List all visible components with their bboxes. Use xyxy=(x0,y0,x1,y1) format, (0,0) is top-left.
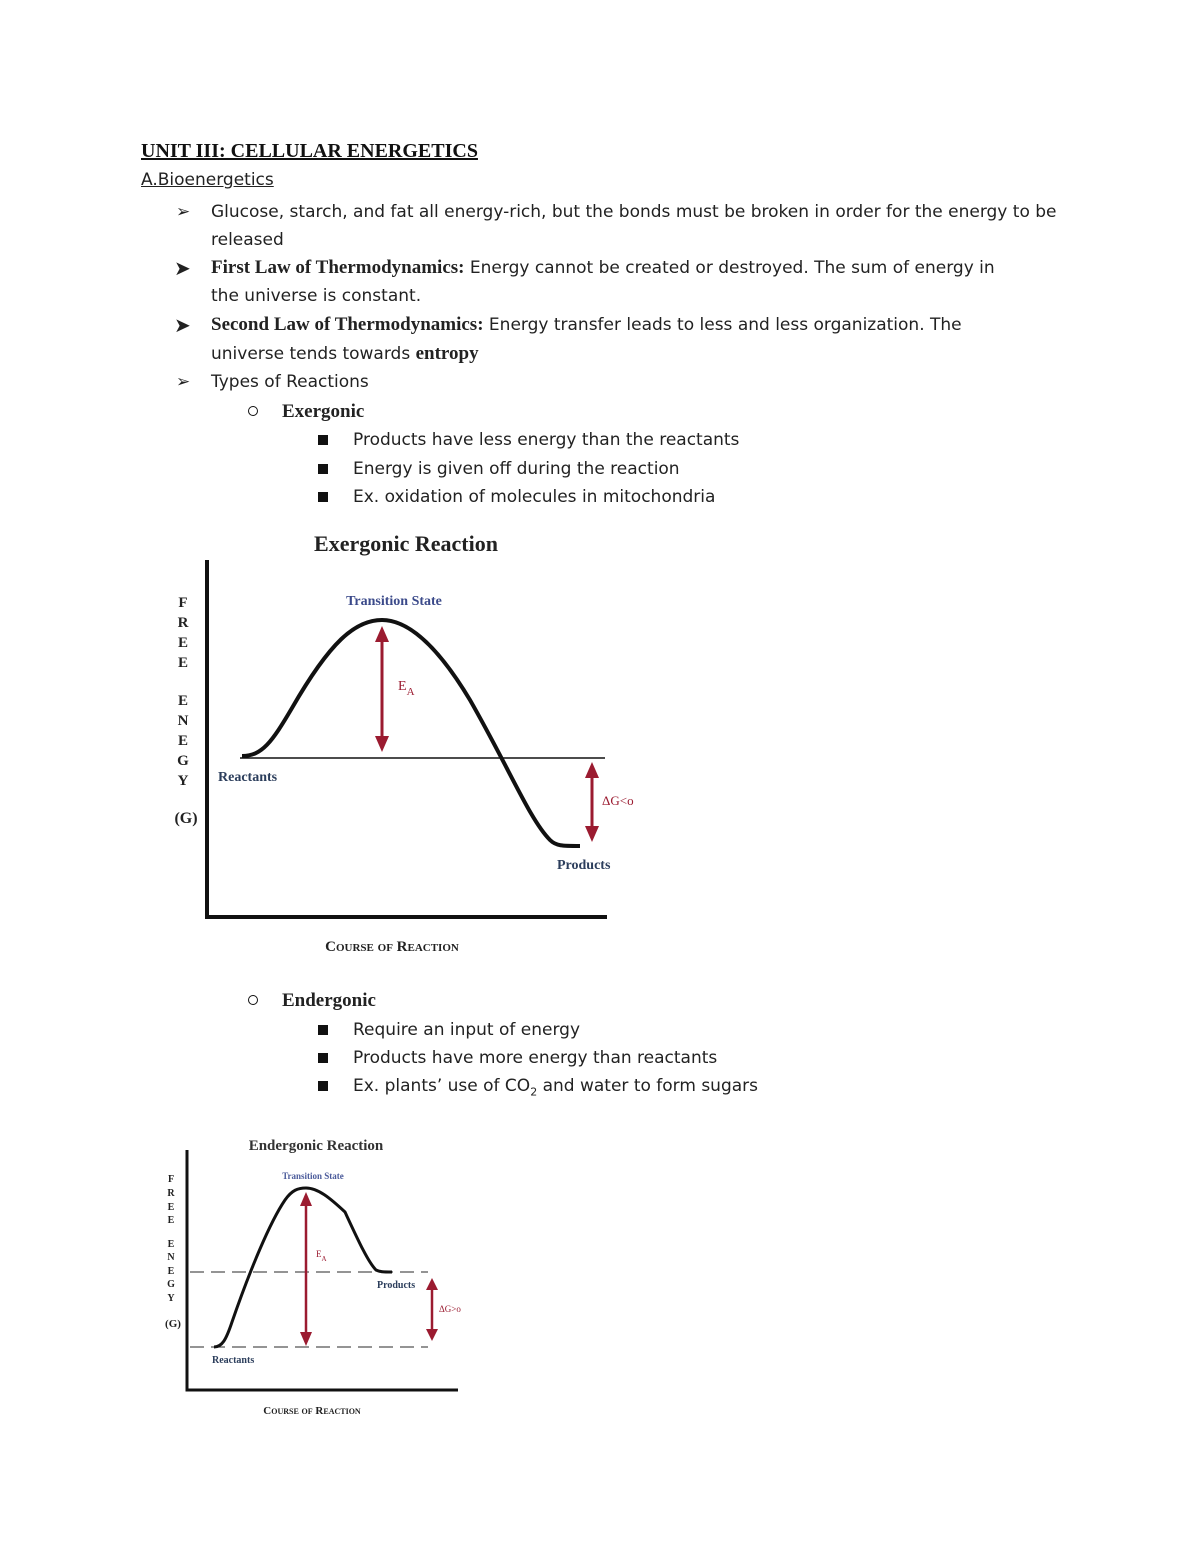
y-letter: E xyxy=(177,693,189,709)
y-letter: G xyxy=(177,753,189,769)
bullet-glucose-line1: Glucose, starch, and fat all energy-rich, but the bonds must be broken in order for the energy to be xyxy=(211,202,1057,222)
bullet-first-law-line2: the universe is constant. xyxy=(211,286,422,306)
bullet-types-of-reactions: Types of Reactions xyxy=(211,372,369,392)
y-letter: Y xyxy=(177,773,189,789)
y-letter: E xyxy=(167,1215,175,1226)
y-letter: R xyxy=(177,615,189,631)
endergonic-reactants-label: Reactants xyxy=(212,1355,255,1366)
endergonic-item-3-text: Ex. plants’ use of CO xyxy=(353,1076,531,1096)
page-title: UNIT III: CELLULAR ENERGETICS xyxy=(141,140,478,162)
exergonic-ea-label: $E_A$ xyxy=(398,679,415,698)
exergonic-delta-label: ΔG<o xyxy=(602,793,634,808)
endergonic-y-label xyxy=(165,1174,181,1330)
endergonic-transition-state-label: Transition State xyxy=(282,1171,344,1181)
exergonic-transition-state-label: Transition State xyxy=(346,594,442,609)
endergonic-item-3-text-2: and water to form sugars xyxy=(537,1076,759,1096)
first-law-label: First Law of Thermodynamics: xyxy=(211,257,465,278)
arrow-bullet-icon: ➢ xyxy=(176,202,191,222)
y-letter: G xyxy=(167,1279,175,1290)
co2-subscript: 2 xyxy=(530,1085,538,1099)
endergonic-delta-arrowhead-up xyxy=(426,1278,438,1290)
exergonic-item-2: Energy is given off during the reaction xyxy=(353,459,680,479)
arrow-bullet-icon: ➢ xyxy=(176,372,191,392)
endergonic-activation-arrowhead-down xyxy=(300,1332,312,1346)
second-law-label: Second Law of Thermodynamics: xyxy=(211,314,484,335)
exergonic-x-label: Course of Reaction xyxy=(325,939,459,955)
arrow-bullet-icon: ➤ xyxy=(174,256,191,280)
arrow-bullet-icon: ➤ xyxy=(174,313,191,337)
y-letter: F xyxy=(167,1174,175,1185)
exergonic-heading: Exergonic xyxy=(282,401,365,422)
exergonic-reactants-label: Reactants xyxy=(218,770,278,785)
exergonic-item-1: Products have less energy than the reactants xyxy=(353,430,740,450)
y-letter: E xyxy=(177,635,189,651)
y-letter: E xyxy=(177,733,189,749)
y-letter: Y xyxy=(167,1293,175,1304)
endergonic-heading: Endergonic xyxy=(282,990,376,1011)
endergonic-chart-title: Endergonic Reaction xyxy=(248,1138,384,1154)
endergonic-x-label: Course of Reaction xyxy=(263,1405,361,1417)
section-heading: A.Bioenergetics xyxy=(141,170,274,190)
endergonic-axes xyxy=(187,1150,458,1390)
y-letter: E xyxy=(167,1202,175,1213)
endergonic-curve xyxy=(214,1188,392,1347)
exergonic-chart-title: Exergonic Reaction xyxy=(314,531,498,556)
entropy-term: entropy xyxy=(415,343,479,364)
exergonic-item-3: Ex. oxidation of molecules in mitochondria xyxy=(353,487,716,507)
y-letter: N xyxy=(177,713,189,729)
endergonic-item-2: Products have more energy than reactants xyxy=(353,1048,718,1068)
endergonic-ea-label: $E_A$ xyxy=(316,1249,327,1263)
endergonic-item-1: Require an input of energy xyxy=(353,1020,581,1040)
y-letter: R xyxy=(167,1188,175,1199)
first-law-text: Energy cannot be created or destroyed. The sum of energy in xyxy=(464,258,995,278)
second-law-text-2: universe tends towards xyxy=(211,344,416,364)
y-letter: E xyxy=(177,655,189,671)
y-letter: E xyxy=(167,1266,175,1277)
y-unit: (G) xyxy=(165,1318,181,1330)
y-letter: F xyxy=(178,595,188,611)
y-letter: N xyxy=(167,1252,175,1263)
y-unit: (G) xyxy=(174,810,198,827)
exergonic-products-label: Products xyxy=(557,858,611,873)
endergonic-products-label: Products xyxy=(377,1280,416,1291)
y-letter: E xyxy=(167,1239,175,1250)
endergonic-delta-label: ΔG>o xyxy=(439,1304,461,1314)
bullet-glucose-line2: released xyxy=(211,230,284,250)
endergonic-delta-arrowhead-down xyxy=(426,1329,438,1341)
endergonic-activation-arrowhead-up xyxy=(300,1192,312,1206)
second-law-text: Energy transfer leads to less and less organization. The xyxy=(483,315,962,335)
